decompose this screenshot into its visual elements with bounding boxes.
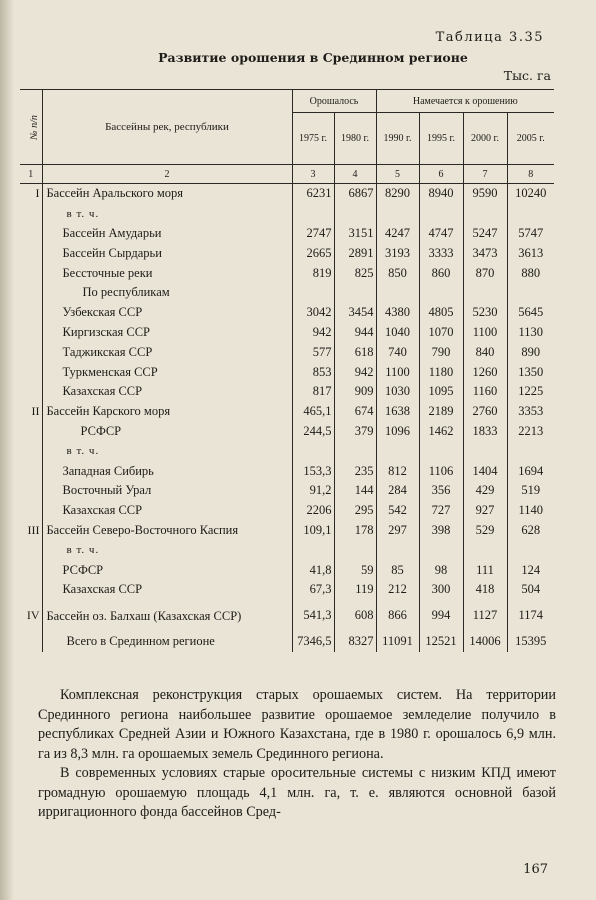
row-value: 8327 bbox=[334, 632, 376, 652]
row-value: 5645 bbox=[507, 303, 554, 323]
row-value: 67,3 bbox=[292, 580, 334, 600]
table-row bbox=[20, 382, 554, 402]
row-value: 1160 bbox=[463, 382, 507, 402]
column-number: 8 bbox=[507, 165, 554, 184]
paragraph: Комплексная реконструкция старых орошаемых систем. На территории Срединного региона наибольшее развитие орошаемое земледелие получило в республиках Средней Азии и Южного Казахстана, где в 1980 г. орошалось 6,9 млн. га из 8,3 млн. га орошаемых земель Срединного региона. bbox=[38, 687, 556, 762]
table-row bbox=[20, 184, 554, 204]
row-value: 235 bbox=[334, 461, 376, 481]
row-value: 284 bbox=[376, 481, 419, 501]
page-number: 167 bbox=[523, 862, 548, 877]
row-value: 1030 bbox=[376, 382, 419, 402]
row-name: По республикам bbox=[42, 283, 292, 303]
row-value: 3454 bbox=[334, 303, 376, 323]
row-value: 5247 bbox=[463, 224, 507, 244]
row-index bbox=[20, 204, 42, 224]
row-value: 59 bbox=[334, 560, 376, 580]
row-index bbox=[20, 283, 42, 303]
row-name: Бассейн Амударьи bbox=[42, 224, 292, 244]
row-value: 880 bbox=[507, 263, 554, 283]
row-value: 1638 bbox=[376, 402, 419, 422]
row-value bbox=[419, 283, 463, 303]
header-year: 2000 г. bbox=[463, 113, 507, 165]
row-name: Туркменская ССР bbox=[42, 362, 292, 382]
row-value: 212 bbox=[376, 580, 419, 600]
row-value: 819 bbox=[292, 263, 334, 283]
row-value: 1095 bbox=[419, 382, 463, 402]
row-value: 825 bbox=[334, 263, 376, 283]
table-body bbox=[20, 184, 554, 652]
row-index bbox=[20, 441, 42, 461]
row-value: 10240 bbox=[507, 184, 554, 204]
row-value: 1106 bbox=[419, 461, 463, 481]
table-row bbox=[20, 224, 554, 244]
row-name: Киргизская ССР bbox=[42, 323, 292, 343]
table-row bbox=[20, 204, 554, 224]
row-value: 1040 bbox=[376, 323, 419, 343]
row-value: 2206 bbox=[292, 501, 334, 521]
row-value: 628 bbox=[507, 521, 554, 541]
row-value: 994 bbox=[419, 600, 463, 632]
row-value: 840 bbox=[463, 342, 507, 362]
row-value: 3042 bbox=[292, 303, 334, 323]
row-name: Бассейн Аральского моря bbox=[42, 184, 292, 204]
row-value: 3193 bbox=[376, 243, 419, 263]
row-value: 529 bbox=[463, 521, 507, 541]
row-value: 674 bbox=[334, 402, 376, 422]
row-value: 144 bbox=[334, 481, 376, 501]
row-value: 3473 bbox=[463, 243, 507, 263]
column-number: 7 bbox=[463, 165, 507, 184]
row-value: 3151 bbox=[334, 224, 376, 244]
row-value: 853 bbox=[292, 362, 334, 382]
row-value: 418 bbox=[463, 580, 507, 600]
row-name: РСФСР bbox=[42, 560, 292, 580]
row-index bbox=[20, 501, 42, 521]
row-name: Бассейн Северо-Восточного Каспия bbox=[42, 521, 292, 541]
row-value: 1127 bbox=[463, 600, 507, 632]
row-value: 124 bbox=[507, 560, 554, 580]
row-value: 98 bbox=[419, 560, 463, 580]
row-value: 429 bbox=[463, 481, 507, 501]
row-index bbox=[20, 303, 42, 323]
row-value: 1225 bbox=[507, 382, 554, 402]
header-year: 1980 г. bbox=[334, 113, 376, 165]
header-planned: Намечается к орошению bbox=[376, 90, 554, 113]
header-year: 1975 г. bbox=[292, 113, 334, 165]
row-value: 2760 bbox=[463, 402, 507, 422]
row-value: 740 bbox=[376, 342, 419, 362]
row-value: 4747 bbox=[419, 224, 463, 244]
row-value: 297 bbox=[376, 521, 419, 541]
row-name: Западная Сибирь bbox=[42, 461, 292, 481]
row-name: в т. ч. bbox=[42, 204, 292, 224]
table-row bbox=[20, 323, 554, 343]
header-irrigated: Орошалось bbox=[292, 90, 376, 113]
row-value: 866 bbox=[376, 600, 419, 632]
row-value: 944 bbox=[334, 323, 376, 343]
row-name: Всего в Срединном регионе bbox=[42, 632, 292, 652]
table-row bbox=[20, 461, 554, 481]
column-number: 6 bbox=[419, 165, 463, 184]
row-value: 8940 bbox=[419, 184, 463, 204]
row-value: 295 bbox=[334, 501, 376, 521]
row-name: Бассейн Сырдарьи bbox=[42, 243, 292, 263]
row-value: 12521 bbox=[419, 632, 463, 652]
row-value bbox=[334, 441, 376, 461]
row-name: в т. ч. bbox=[42, 540, 292, 560]
row-index bbox=[20, 461, 42, 481]
row-value: 2747 bbox=[292, 224, 334, 244]
row-name: Казахская ССР bbox=[42, 501, 292, 521]
header-year: 1990 г. bbox=[376, 113, 419, 165]
row-index bbox=[20, 243, 42, 263]
row-value: 465,1 bbox=[292, 402, 334, 422]
row-name: Бассейн Карского моря bbox=[42, 402, 292, 422]
header-name: Бассейны рек, республики bbox=[42, 90, 292, 165]
table-row bbox=[20, 441, 554, 461]
row-name: в т. ч. bbox=[42, 441, 292, 461]
row-name: Казахская ССР bbox=[42, 382, 292, 402]
row-value: 942 bbox=[334, 362, 376, 382]
table-number: Таблица 3.35 bbox=[435, 30, 544, 45]
row-value: 1130 bbox=[507, 323, 554, 343]
header-index bbox=[20, 90, 42, 165]
row-name: Восточный Урал bbox=[42, 481, 292, 501]
row-value: 11091 bbox=[376, 632, 419, 652]
row-value: 504 bbox=[507, 580, 554, 600]
row-value: 1260 bbox=[463, 362, 507, 382]
row-value bbox=[334, 540, 376, 560]
row-value: 109,1 bbox=[292, 521, 334, 541]
header-year: 2005 г. bbox=[507, 113, 554, 165]
row-value bbox=[334, 204, 376, 224]
row-index bbox=[20, 323, 42, 343]
table-unit: Тыс. га bbox=[503, 68, 551, 83]
column-number: 3 bbox=[292, 165, 334, 184]
row-value: 14006 bbox=[463, 632, 507, 652]
row-value: 5230 bbox=[463, 303, 507, 323]
row-value: 870 bbox=[463, 263, 507, 283]
row-value: 178 bbox=[334, 521, 376, 541]
row-index: III bbox=[27, 522, 40, 537]
row-name: Таджикская ССР bbox=[42, 342, 292, 362]
row-value: 4380 bbox=[376, 303, 419, 323]
row-value bbox=[419, 441, 463, 461]
row-value: 7346,5 bbox=[292, 632, 334, 652]
row-value bbox=[292, 283, 334, 303]
row-index bbox=[20, 224, 42, 244]
row-index: II bbox=[31, 404, 40, 419]
row-value: 1174 bbox=[507, 600, 554, 632]
row-value bbox=[376, 283, 419, 303]
row-value: 1180 bbox=[419, 362, 463, 382]
row-value: 2189 bbox=[419, 402, 463, 422]
row-value: 85 bbox=[376, 560, 419, 580]
header-column-numbers bbox=[20, 165, 554, 184]
row-value bbox=[419, 540, 463, 560]
row-value bbox=[507, 204, 554, 224]
table-row bbox=[20, 243, 554, 263]
row-value: 541,3 bbox=[292, 600, 334, 632]
row-value bbox=[507, 540, 554, 560]
row-index bbox=[20, 632, 42, 652]
table-row bbox=[20, 560, 554, 580]
row-value: 300 bbox=[419, 580, 463, 600]
body-text bbox=[38, 686, 556, 823]
row-value: 9590 bbox=[463, 184, 507, 204]
row-value: 8290 bbox=[376, 184, 419, 204]
row-value bbox=[507, 441, 554, 461]
header-year: 1995 г. bbox=[419, 113, 463, 165]
row-value: 577 bbox=[292, 342, 334, 362]
row-index: IV bbox=[26, 608, 40, 623]
row-index bbox=[20, 263, 42, 283]
table-row bbox=[20, 263, 554, 283]
row-value bbox=[463, 283, 507, 303]
table-row bbox=[20, 481, 554, 501]
row-value: 542 bbox=[376, 501, 419, 521]
row-index: I bbox=[35, 186, 40, 201]
row-value: 1140 bbox=[507, 501, 554, 521]
row-value: 1070 bbox=[419, 323, 463, 343]
table-row bbox=[20, 600, 554, 632]
table-title: Развитие орошения в Срединном регионе bbox=[158, 50, 468, 65]
row-value: 1100 bbox=[463, 323, 507, 343]
row-value: 3613 bbox=[507, 243, 554, 263]
column-number: 2 bbox=[42, 165, 292, 184]
row-value: 790 bbox=[419, 342, 463, 362]
paragraph: В современных условиях старые оросительные системы с низким КПД имеют громадную орошаемую площадь 4,1 млн. га, т. е. являются основной базой ирригационного фонда бассейнов Сред- bbox=[38, 765, 556, 820]
row-value: 398 bbox=[419, 521, 463, 541]
row-value bbox=[463, 441, 507, 461]
row-name: Узбекская ССР bbox=[42, 303, 292, 323]
row-value bbox=[292, 540, 334, 560]
row-value: 15395 bbox=[507, 632, 554, 652]
table-row bbox=[20, 580, 554, 600]
table-row bbox=[20, 422, 554, 442]
row-value: 909 bbox=[334, 382, 376, 402]
row-value: 91,2 bbox=[292, 481, 334, 501]
row-value: 1350 bbox=[507, 362, 554, 382]
row-value: 356 bbox=[419, 481, 463, 501]
row-value bbox=[376, 204, 419, 224]
row-value: 2213 bbox=[507, 422, 554, 442]
row-value bbox=[507, 283, 554, 303]
row-value bbox=[376, 540, 419, 560]
table-row bbox=[20, 501, 554, 521]
row-value: 119 bbox=[334, 580, 376, 600]
row-value: 1833 bbox=[463, 422, 507, 442]
table-row bbox=[20, 521, 554, 541]
row-value bbox=[463, 204, 507, 224]
row-value: 5747 bbox=[507, 224, 554, 244]
row-value: 1694 bbox=[507, 461, 554, 481]
column-number: 1 bbox=[28, 168, 34, 180]
row-index bbox=[20, 540, 42, 560]
table-row bbox=[20, 632, 554, 652]
row-value: 3333 bbox=[419, 243, 463, 263]
row-value: 4805 bbox=[419, 303, 463, 323]
row-value: 111 bbox=[463, 560, 507, 580]
header-index-label: № п/п bbox=[28, 114, 40, 140]
row-name: Казахская ССР bbox=[42, 580, 292, 600]
row-value: 942 bbox=[292, 323, 334, 343]
table-row bbox=[20, 402, 554, 422]
row-value: 860 bbox=[419, 263, 463, 283]
row-index bbox=[20, 422, 42, 442]
irrigation-table bbox=[20, 89, 554, 652]
page-spine-shadow bbox=[0, 0, 14, 900]
row-value: 2665 bbox=[292, 243, 334, 263]
row-value bbox=[419, 204, 463, 224]
row-value: 608 bbox=[334, 600, 376, 632]
table-row bbox=[20, 362, 554, 382]
table-row bbox=[20, 283, 554, 303]
row-value: 1404 bbox=[463, 461, 507, 481]
row-index bbox=[20, 560, 42, 580]
row-value: 6231 bbox=[292, 184, 334, 204]
row-value bbox=[292, 204, 334, 224]
row-value: 817 bbox=[292, 382, 334, 402]
row-value: 519 bbox=[507, 481, 554, 501]
row-index bbox=[20, 342, 42, 362]
row-value: 727 bbox=[419, 501, 463, 521]
table-row bbox=[20, 342, 554, 362]
row-name: РСФСР bbox=[42, 422, 292, 442]
row-value: 1100 bbox=[376, 362, 419, 382]
row-value: 812 bbox=[376, 461, 419, 481]
row-value: 2891 bbox=[334, 243, 376, 263]
row-value: 153,3 bbox=[292, 461, 334, 481]
row-name: Бессточные реки bbox=[42, 263, 292, 283]
row-value: 1462 bbox=[419, 422, 463, 442]
row-name: Бассейн оз. Балхаш (Казахская ССР) bbox=[42, 600, 292, 632]
column-number: 5 bbox=[376, 165, 419, 184]
row-value: 41,8 bbox=[292, 560, 334, 580]
row-value: 6867 bbox=[334, 184, 376, 204]
row-value: 890 bbox=[507, 342, 554, 362]
row-value: 4247 bbox=[376, 224, 419, 244]
row-value bbox=[334, 283, 376, 303]
row-value: 927 bbox=[463, 501, 507, 521]
row-value: 244,5 bbox=[292, 422, 334, 442]
row-value: 618 bbox=[334, 342, 376, 362]
row-value bbox=[376, 441, 419, 461]
row-value: 850 bbox=[376, 263, 419, 283]
row-value bbox=[463, 540, 507, 560]
row-index bbox=[20, 362, 42, 382]
row-value: 1096 bbox=[376, 422, 419, 442]
row-index bbox=[20, 382, 42, 402]
row-value bbox=[292, 441, 334, 461]
row-index bbox=[20, 481, 42, 501]
column-number: 4 bbox=[334, 165, 376, 184]
row-value: 3353 bbox=[507, 402, 554, 422]
table-row bbox=[20, 303, 554, 323]
table-row bbox=[20, 540, 554, 560]
row-value: 379 bbox=[334, 422, 376, 442]
row-index bbox=[20, 580, 42, 600]
